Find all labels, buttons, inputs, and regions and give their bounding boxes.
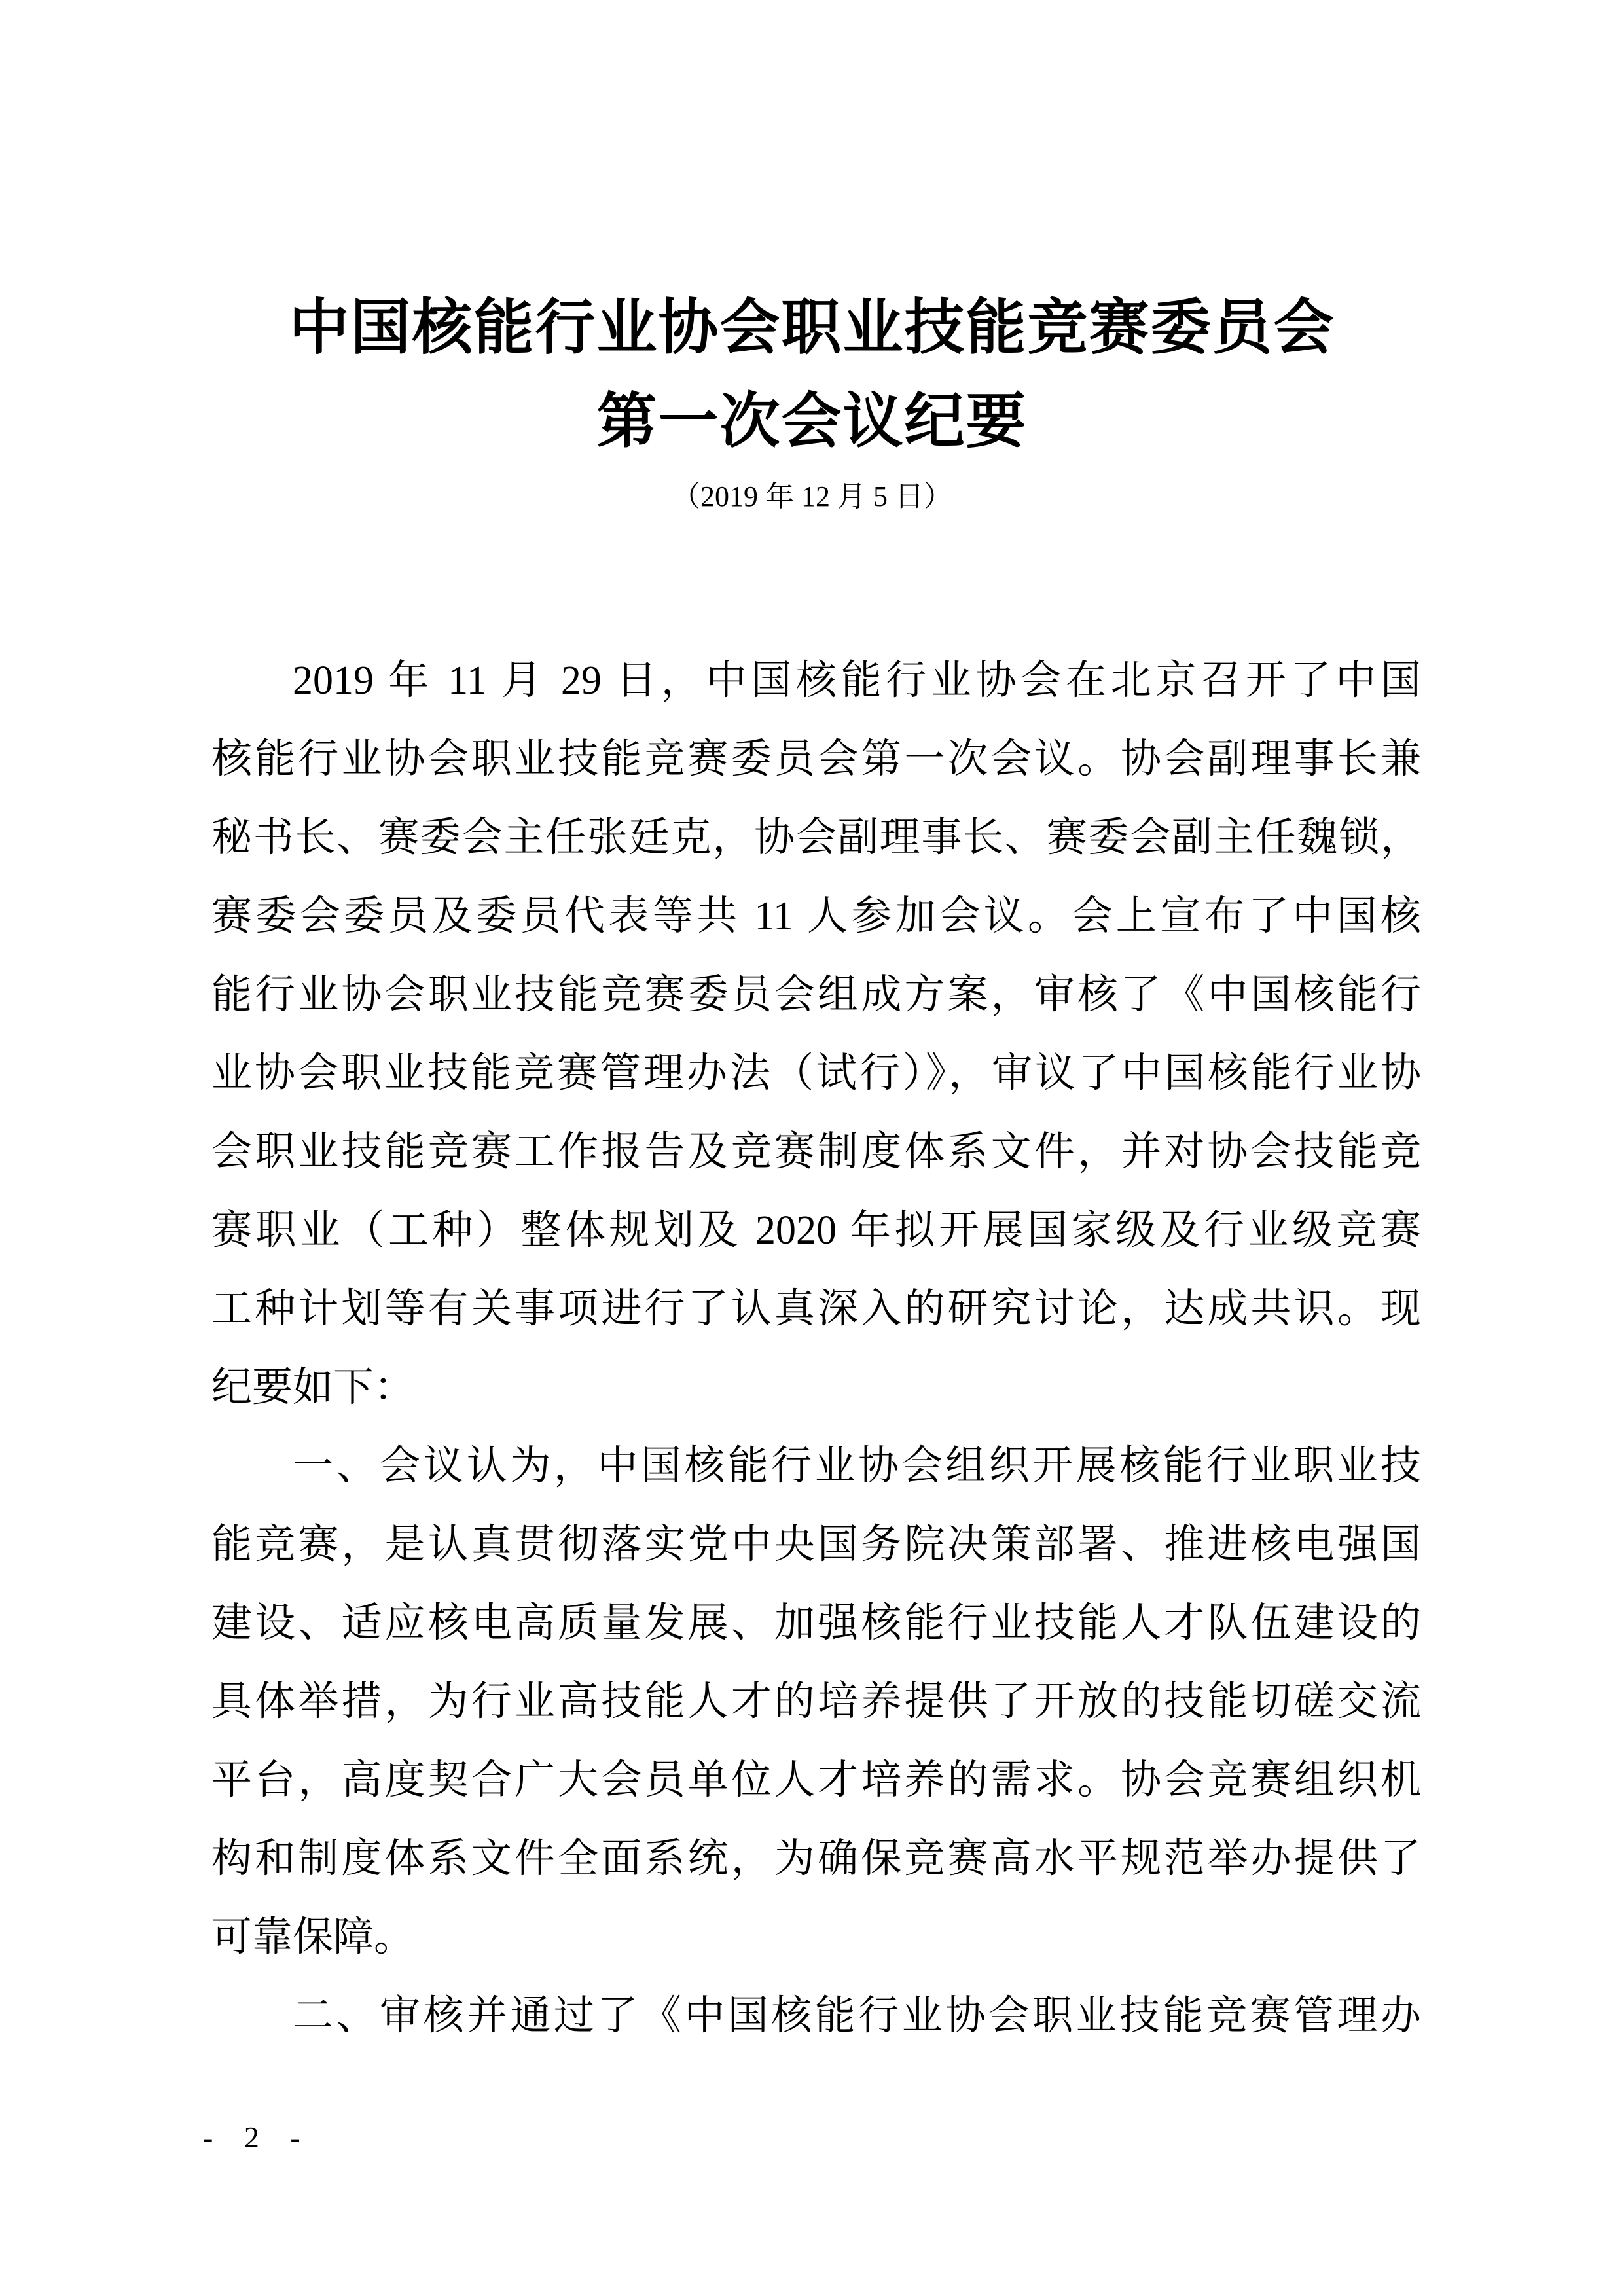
page-title-line-2: 第一次会议纪要 xyxy=(596,388,1028,455)
document-body xyxy=(211,641,1421,2055)
text-line: 平台，高度契合广大会员单位人才培养的需求。协会竞赛组织机 xyxy=(211,1758,1421,1803)
text-line: 具体举措，为行业高技能人才的培养提供了开放的技能切磋交流 xyxy=(211,1679,1421,1724)
text-line: 建设、适应核电高质量发展、加强核能行业技能人才队伍建设的 xyxy=(211,1601,1421,1645)
page-number: - 2 - xyxy=(203,2121,312,2154)
text-line: 能行业协会职业技能竞赛委员会组成方案，审核了《中国核能行 xyxy=(211,973,1421,1017)
text-line: 2019 年 11 月 29 日，中国核能行业协会在北京召开了中国 xyxy=(293,658,1421,703)
text-line: 赛职业（工种）整体规划及 2020 年拟开展国家级及行业级竞赛 xyxy=(211,1208,1421,1253)
text-line: 业协会职业技能竞赛管理办法（试行）》，审议了中国核能行业协 xyxy=(211,1051,1421,1096)
document-date: （2019 年 12 月 5 日） xyxy=(672,480,952,512)
text-line: 秘书长、赛委会主任张廷克，协会副理事长、赛委会副主任魏锁， xyxy=(211,816,1421,860)
text-line: 一、会议认为，中国核能行业协会组织开展核能行业职业技 xyxy=(293,1444,1421,1488)
page-title-line-1: 中国核能行业协会职业技能竞赛委员会 xyxy=(289,295,1335,361)
text-line: 赛委会委员及委员代表等共 11 人参加会议。会上宣布了中国核 xyxy=(211,894,1421,939)
text-line: 纪要如下： xyxy=(211,1365,415,1410)
text-line: 可靠保障。 xyxy=(211,1915,415,1960)
text-line: 构和制度体系文件全面系统，为确保竞赛高水平规范举办提供了 xyxy=(211,1837,1421,1881)
text-line: 核能行业协会职业技能竞赛委员会第一次会议。协会副理事长兼 xyxy=(211,737,1421,781)
text-line: 二、审核并通过了《中国核能行业协会职业技能竞赛管理办 xyxy=(293,1994,1421,2038)
text-line: 工种计划等有关事项进行了认真深入的研究讨论，达成共识。现 xyxy=(211,1287,1421,1331)
text-line: 会职业技能竞赛工作报告及竞赛制度体系文件，并对协会技能竞 xyxy=(211,1130,1421,1174)
text-line: 能竞赛，是认真贯彻落实党中央国务院决策部署、推进核电强国 xyxy=(211,1522,1421,1567)
